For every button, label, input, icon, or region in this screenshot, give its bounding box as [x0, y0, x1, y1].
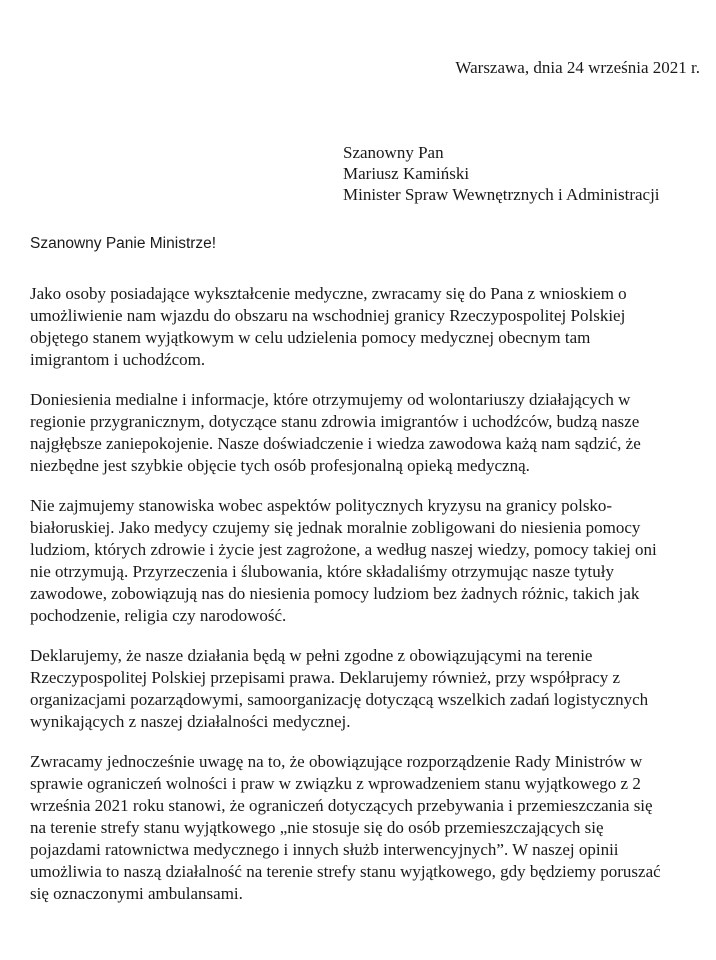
text-line: imigrantom i uchodźcom. — [30, 350, 206, 369]
text-line: najgłębsze zaniepokojenie. Nasze doświadczenie i wiedza zawodowa każą nam sądzić, że — [30, 434, 641, 453]
recipient-title: Minister Spraw Wewnętrznych i Administracji — [343, 185, 660, 204]
salutation: Szanowny Panie Ministrze! — [30, 235, 217, 252]
paragraph-concern — [30, 389, 702, 477]
text-line: umożliwienie nam wjazdu do obszaru na wschodniej granicy Rzeczypospolitej Polskiej — [30, 306, 626, 325]
text-line: umożliwia to naszą działalność na terenie strefy stanu wyjątkowego, gdy będziemy poruszać — [30, 862, 661, 881]
text-line: pochodzenie, religia czy narodowość. — [30, 606, 287, 625]
text-line: objętego stanem wyjątkowym w celu udzielenia pomocy medycznej obecnym tam — [30, 328, 591, 347]
text-line: niezbędne jest szybkie objęcie tych osób profesjonalną opieką medyczną. — [30, 456, 530, 475]
letter-body — [30, 283, 702, 923]
text-line: Doniesienia medialne i informacje, które otrzymujemy od wolontariuszy działających w — [30, 390, 631, 409]
text-line: na terenie strefy stanu wyjątkowego „nie stosuje się do osób przemieszczających się — [30, 818, 604, 837]
recipient-greeting: Szanowny Pan — [343, 143, 444, 162]
text-line: białoruskiej. Jako medycy czujemy się jednak moralnie zobligowani do niesienia pomocy — [30, 518, 641, 537]
text-line: zawodowe, zobowiązują nas do niesienia pomocy ludziom bez żadnych różnic, takich jak — [30, 584, 640, 603]
dateline: Warszawa, dnia 24 września 2021 r. — [455, 58, 700, 77]
text-line: Nie zajmujemy stanowiska wobec aspektów politycznych kryzysu na granicy polsko- — [30, 496, 613, 515]
text-line: wynikających z naszej działalności medycznej. — [30, 712, 351, 731]
text-line: regionie przygranicznym, dotyczące stanu zdrowia imigrantów i uchodźców, budzą nasze — [30, 412, 640, 431]
text-line: się oznaczonymi ambulansami. — [30, 884, 243, 903]
text-line: Rzeczypospolitej Polskiej przepisami prawa. Deklarujemy również, przy współpracy z — [30, 668, 621, 687]
text-line: organizacjami pozarządowymi, samoorganizację dotyczącą wszelkich zadań logistycznych — [30, 690, 649, 709]
recipient-block — [343, 142, 660, 205]
text-line: Jako osoby posiadające wykształcenie medyczne, zwracamy się do Pana z wnioskiem o — [30, 284, 627, 303]
paragraph-regulation — [30, 751, 702, 905]
text-line: nie otrzymują. Przyrzeczenia i ślubowania, które składaliśmy otrzymując nasze tytuły — [30, 562, 614, 581]
recipient-name: Mariusz Kamiński — [343, 164, 470, 183]
text-line: Zwracamy jednocześnie uwagę na to, że obowiązujące rozporządzenie Rady Ministrów w — [30, 752, 643, 771]
text-line: września 2021 roku stanowi, że ograniczeń dotyczących przebywania i przemieszczania się — [30, 796, 653, 815]
text-line: pojazdami ratownictwa medycznego i innych służb interwencyjnych”. W naszej opinii — [30, 840, 619, 859]
paragraph-position — [30, 495, 702, 627]
paragraph-declaration — [30, 645, 702, 733]
text-line: ludziom, których zdrowie i życie jest zagrożone, a według naszej wiedzy, pomocy takiej oni — [30, 540, 657, 559]
text-line: sprawie ograniczeń wolności i praw w związku z wprowadzeniem stanu wyjątkowego z 2 — [30, 774, 641, 793]
text-line: Deklarujemy, że nasze działania będą w pełni zgodne z obowiązującymi na terenie — [30, 646, 593, 665]
paragraph-request — [30, 283, 702, 371]
